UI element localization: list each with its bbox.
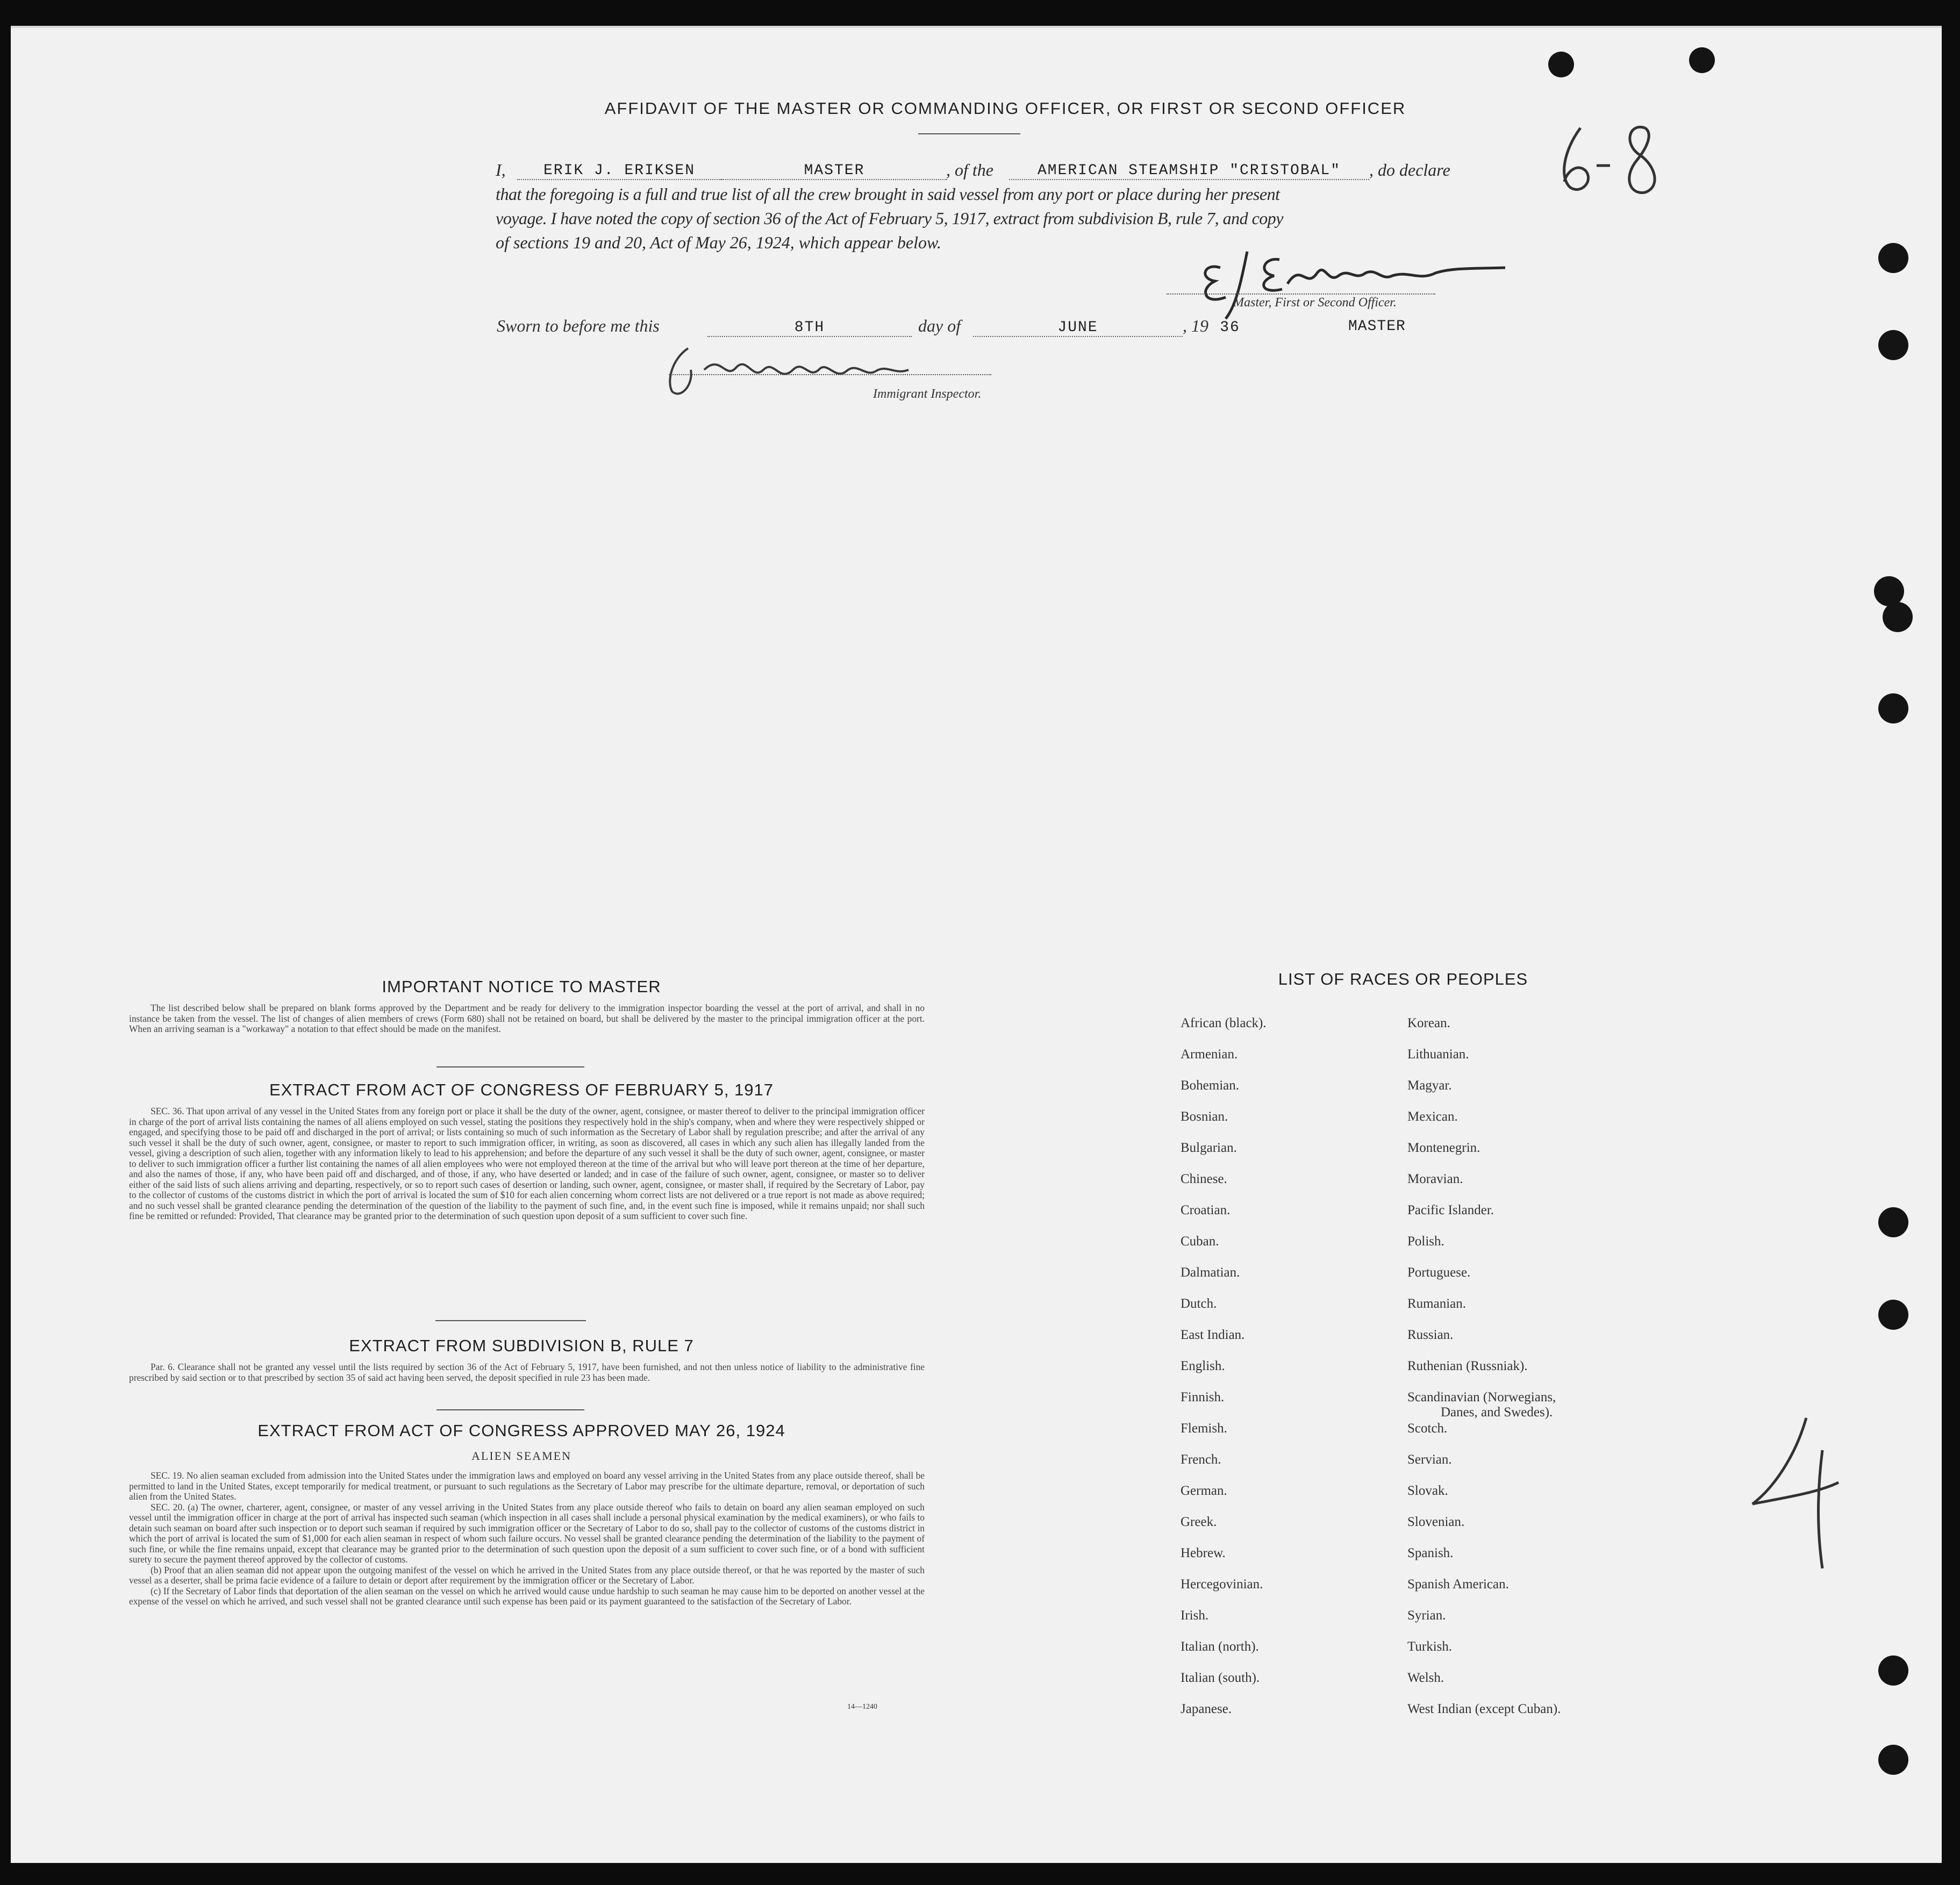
notice-body: [129, 1003, 925, 1035]
race-item: Greek.: [1181, 1515, 1217, 1529]
race-item: Turkish.: [1407, 1639, 1453, 1654]
master-signature-line: [1167, 293, 1435, 295]
races-title: LIST OF RACES OR PEOPLES: [1278, 970, 1528, 988]
race-item: Irish.: [1181, 1608, 1209, 1623]
section-19-paragraph: SEC. 19. No alien seaman excluded from admission into the United States under the immigration laws and employed on board any vessel arriving in the United States from any place outside thereof, shall be permitted to land in the United States, except temporarily for medical treatment, or pursuant to such regulations as the Secretary of Labor may prescribe for the ultimate departure, removal, or deportation of such alien from the United States.: [129, 1470, 925, 1502]
race-item: Moravian.: [1407, 1172, 1463, 1186]
race-item: Syrian.: [1407, 1608, 1446, 1623]
race-item: Servian.: [1407, 1452, 1452, 1467]
month-field: JUNE: [973, 319, 1183, 337]
race-item: East Indian.: [1181, 1328, 1245, 1342]
extract-1917-paragraph: SEC. 36. That upon arrival of any vessel in the United States from any foreign port or place it shall be the duty of the owner, agent, consignee, or master thereof to deliver to the principal immigration officer in charge of the port of arrival lists containing the names of all aliens employed on such vessel, stating the positions they respectively hold in the ship's company, when and where they were respectively shipped or engaged, and specifying those to be paid off and discharged in the port of arrival; or lists containing so much of such information as the Secretary of Labor shall by regulation prescribe; and after the arrival of any such vessel it shall be the duty of such owner, agent, consignee, or master to report to such immigration officer, in writing, as soon as discovered, all cases in which any such alien has illegally landed from the vessel, giving a description of such alien, together with any information likely to lead to his apprehension; and before the departure of any such vessel it shall be the duty of such owner, agent, consignee, or master to deliver to such immigration officer a further list containing the names of all alien employees who were not employed thereon at the time of the arrival but who will leave port thereon at the time of her departure, and also the names of those, if any, who have been paid off and discharged, and of those, if any, who have deserted or landed; and in case of the failure of such owner, agent, consignee, or master so to deliver either of the said lists of such aliens arriving and departing, respectively, or so to report such cases of desertion or landing, such owner, agent, consignee, or master shall, if required by the Secretary of Labor, pay to the collector of customs of the customs district in which the port of arrival is located the sum of $10 for each alien concerning whom correct lists are not delivered or a true report is not made as above required; and no such vessel shall be granted clearance pending the determination of the question of the liability to the payment of such fine, and, in the event such fine is imposed, while it remains unpaid; nor shall such fine be remitted or refunded: Provided, That clearance may be granted prior to the determination of such question upon deposit of a sum sufficient to cover such fine.: [129, 1106, 925, 1221]
race-item: Hercegovinian.: [1181, 1577, 1263, 1592]
document-page: [11, 26, 1942, 1863]
race-item: Cuban.: [1181, 1234, 1219, 1249]
handwritten-mark: [1742, 1413, 1860, 1574]
race-item: Slovak.: [1407, 1483, 1448, 1498]
race-item: Spanish American.: [1407, 1577, 1509, 1592]
race-item: Finnish.: [1181, 1390, 1225, 1404]
master-name-field: ERIK J. ERIKSEN: [517, 162, 721, 180]
year-field: 36: [1220, 319, 1240, 336]
punch-hole: [1883, 602, 1913, 632]
race-item: English.: [1181, 1359, 1225, 1373]
race-item: Montenegrin.: [1407, 1141, 1480, 1155]
race-item: Spanish.: [1407, 1546, 1454, 1560]
notice-paragraph: The list described below shall be prepared on blank forms approved by the Department and be ready for delivery to the immigration inspector boarding the vessel at the port of arrival, and shall in no instance be taken from the vessel. The list of changes of alien members of crews (Form 680) shall not be retained on board, but shall be delivered by the master to the principal immigration officer at the port. When an arriving seaman is a "workaway" a notation to that effect should be made on the manifest.: [129, 1002, 925, 1034]
divider: [437, 1066, 584, 1067]
section-20c-paragraph: (c) If the Secretary of Labor finds that deportation of the alien seaman on the vessel on which he arrived would cause undue hardship to such seaman he may cause him to be deported on another vessel at the expense of the vessel on which he arrived, and such vessel shall not be granted clearance until such expense has been paid or its payment guaranteed to the satisfaction of the Secretary of Labor.: [129, 1585, 925, 1607]
punch-hole: [1878, 1745, 1908, 1775]
race-item: Italian (south).: [1181, 1671, 1260, 1685]
declaration-line-3: voyage. I have noted the copy of section 36 of the Act of February 5, 1917, extract from subdivision B, rule 7, and copy: [496, 209, 1283, 228]
extract-rule7-paragraph: Par. 6. Clearance shall not be granted any vessel until the lists required by section 36 of the Act of February 5, 1917, have been furnished, and not then unless notice of liability to the administrative fine prescribed by said section or to that prescribed by section 35 of said act having been served, the deposit specified in rule 23 has been made.: [129, 1361, 925, 1383]
race-item: Armenian.: [1181, 1047, 1238, 1062]
race-item: Slovenian.: [1407, 1515, 1465, 1529]
typed-rank: MASTER: [1348, 318, 1406, 335]
race-item: Korean.: [1407, 1016, 1450, 1030]
race-item: Scandinavian (Norwegians,: [1407, 1390, 1556, 1404]
extract-1924-body: [129, 1471, 925, 1607]
extract-1917-body: [129, 1106, 925, 1222]
punch-hole: [1878, 243, 1908, 273]
race-item: African (black).: [1181, 1016, 1267, 1030]
race-item: Welsh.: [1407, 1671, 1444, 1685]
inspector-caption: Immigrant Inspector.: [873, 387, 982, 401]
race-item: Hebrew.: [1181, 1546, 1226, 1560]
punch-hole: [1878, 693, 1908, 723]
form-number: 14—1240: [847, 1703, 877, 1711]
section-20b-paragraph: (b) Proof that an alien seaman did not appear upon the outgoing manifest of the vessel on which he arrived in the United States from any place outside thereof, or that he was reported by the master of such vessel as a deserter, shall be prima facie evidence of a failure to detain or deport after requirement by the immigration officer or the Secretary of Labor.: [129, 1564, 925, 1586]
race-item: Portuguese.: [1407, 1265, 1471, 1280]
race-item: Italian (north).: [1181, 1639, 1259, 1654]
race-item: Bosnian.: [1181, 1109, 1228, 1124]
do-declare-text: , do declare: [1369, 160, 1450, 180]
race-item: Mexican.: [1407, 1109, 1458, 1124]
race-item: Rumanian.: [1407, 1296, 1467, 1311]
day-of-text: day of: [918, 316, 961, 335]
day-field: 8TH: [707, 319, 912, 337]
punch-hole: [1878, 330, 1908, 360]
extract-1924-title: EXTRACT FROM ACT OF CONGRESS APPROVED MAY 26, 1924: [257, 1421, 785, 1440]
punch-hole: [1548, 52, 1574, 77]
race-item: German.: [1181, 1483, 1227, 1498]
race-item: Dalmatian.: [1181, 1265, 1240, 1280]
race-item: Dutch.: [1181, 1296, 1217, 1311]
race-item: Danes, and Swedes).: [1441, 1405, 1553, 1420]
title-underline: [918, 133, 1020, 134]
rank-field: MASTER: [721, 162, 947, 180]
alien-seamen-subtitle: ALIEN SEAMEN: [471, 1449, 571, 1463]
signature-caption: Master, First or Second Officer.: [1233, 296, 1397, 310]
declaration-i: I,: [496, 160, 506, 180]
extract-1917-title: EXTRACT FROM ACT OF CONGRESS OF FEBRUARY 5, 1917: [269, 1080, 774, 1099]
section-20a-paragraph: SEC. 20. (a) The owner, charterer, agent, consignee, or master of any vessel arriving in the United States from any place outside thereof who fails to detain on board any alien seaman employed on such vessel until the immigration officer in charge at the port of arrival has inspected such seaman (which inspection in all cases shall include a personal physical examination by the medical examiners), or who fails to detain such seaman on board after such inspection or to deport such seaman if required by such immigration officer or the Secretary of Labor to do so, shall pay to the collector of customs of the customs district in which the port of arrival is located the sum of $1,000 for each alien seaman in respect of whom such failure occurs. No vessel shall be granted clearance pending the determination of the liability to the payment of such fine, or while the fine remains unpaid, except that clearance may be granted prior to the determination of such question upon the deposit of a sum sufficient to cover such fine, or of a bond with sufficient surety to secure the payment thereof approved by the collector of customs.: [129, 1501, 925, 1565]
page-top-edge: [11, 26, 1942, 28]
race-item: Russian.: [1407, 1328, 1454, 1342]
extract-rule7-title: EXTRACT FROM SUBDIVISION B, RULE 7: [349, 1336, 694, 1355]
race-item: Flemish.: [1181, 1421, 1227, 1436]
extract-rule7-body: [129, 1362, 925, 1383]
race-item: Ruthenian (Russniak).: [1407, 1359, 1528, 1373]
race-item: Bohemian.: [1181, 1078, 1240, 1093]
affidavit-title: AFFIDAVIT OF THE MASTER OR COMMANDING OFFICER, OR FIRST OR SECOND OFFICER: [604, 99, 1406, 118]
divider: [435, 1320, 586, 1321]
punch-hole: [1878, 1207, 1908, 1237]
punch-hole: [1878, 1300, 1908, 1330]
declaration-line-4: of sections 19 and 20, Act of May 26, 1924, which appear below.: [496, 233, 941, 252]
race-item: Magyar.: [1407, 1078, 1452, 1093]
race-item: Bulgarian.: [1181, 1141, 1237, 1155]
race-item: West Indian (except Cuban).: [1407, 1702, 1561, 1716]
race-item: Polish.: [1407, 1234, 1444, 1249]
sworn-prefix: Sworn to before me this: [497, 316, 660, 335]
notice-title: IMPORTANT NOTICE TO MASTER: [382, 977, 661, 996]
race-item: French.: [1181, 1452, 1221, 1467]
inspector-signature-line: [669, 374, 991, 375]
race-item: Scotch.: [1407, 1421, 1448, 1436]
handwritten-page-mark: [1543, 112, 1683, 219]
of-the-text: , of the: [946, 160, 993, 180]
punch-hole: [1878, 1655, 1908, 1686]
year-prefix: , 19: [1183, 316, 1208, 335]
race-item: Chinese.: [1181, 1172, 1227, 1186]
race-item: Lithuanian.: [1407, 1047, 1469, 1062]
divider: [437, 1409, 584, 1410]
race-item: Pacific Islander.: [1407, 1203, 1494, 1217]
punch-hole: [1689, 47, 1715, 73]
race-item: Japanese.: [1181, 1702, 1232, 1716]
declaration-line-2: that the foregoing is a full and true list of all the crew brought in said vessel from any port or place during her present: [496, 184, 1280, 204]
race-item: Croatian.: [1181, 1203, 1231, 1217]
vessel-name-field: AMERICAN STEAMSHIP "CRISTOBAL": [1009, 162, 1369, 180]
